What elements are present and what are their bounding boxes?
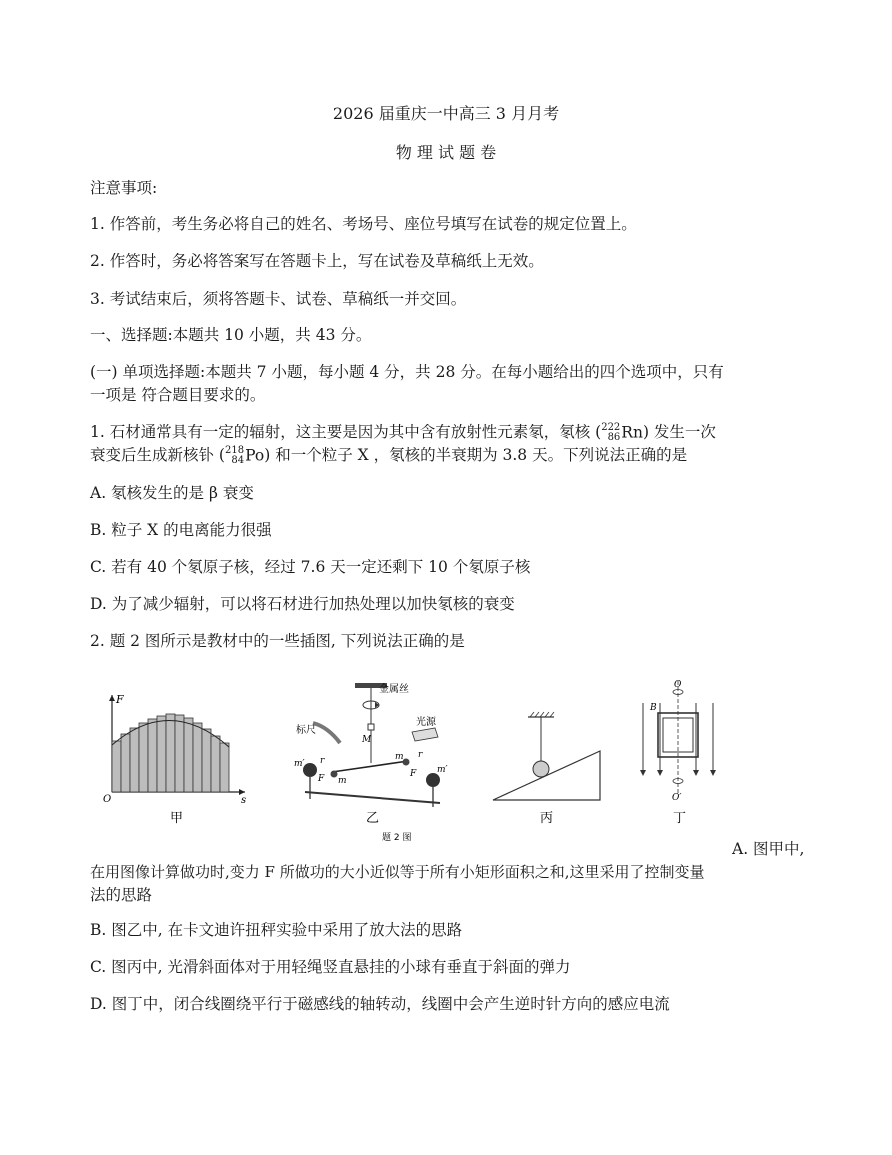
yi-force-left: F — [318, 774, 325, 784]
yi-mass-big-left: m′ — [294, 759, 305, 769]
jia-y-axis-label: F — [116, 693, 124, 706]
q2-option-d: D. 图丁中，闭合线圈绕平行于磁感线的轴转动，线圈中会产生逆时针方向的感应电流 — [90, 995, 670, 1013]
section-sub-line-2: 一项是 符合题目要求的。 — [90, 386, 266, 404]
yi-ruler-label: 标尺 — [296, 725, 316, 736]
q1-stem-line-2: 衰变后生成新核钋 ( 218 84 Po) 和一个粒子 X ，氡核的半衰期为 3.8 天。下列说法正确的是 — [90, 445, 688, 466]
panel-bing — [493, 712, 600, 826]
jia-origin-label: O — [103, 794, 112, 805]
q2-option-a-start: A. 图甲中, — [732, 840, 805, 858]
section-sub-line-1: (一) 单项选择题:本题共 7 小题，每小题 4 分，共 28 分。在每小题给出的四个选项中，只有 — [90, 363, 724, 381]
q2-figure — [100, 675, 720, 850]
q2-option-a-line-2: 在用图像计算做功时,变力 F 所做功的大小近似等于所有小矩形面积之和,这里采用了控制变量 — [90, 863, 705, 881]
q1-option-b: B. 粒子 X 的电离能力很强 — [90, 521, 272, 539]
ding-axis-bottom: O′ — [672, 793, 682, 803]
q1-option-d: D. 为了减少辐射，可以将石材进行加热处理以加快氡核的衰变 — [90, 595, 515, 613]
yi-light-label: 光源 — [416, 717, 436, 728]
notice-heading: 注意事项: — [90, 179, 158, 197]
panel-label-yi: 乙 — [366, 811, 380, 826]
exam-subtitle: 物 理 试 题 卷 — [395, 143, 497, 162]
q1-option-a: A. 氡核发生的是 β 衰变 — [90, 484, 254, 502]
yi-distance-right: r — [418, 750, 423, 760]
yi-force-right: F — [410, 769, 417, 779]
figure-caption: 题 2 图 — [382, 833, 412, 843]
q1-option-c: C. 若有 40 个氡原子核，经过 7.6 天一定还剩下 10 个氡原子核 — [90, 558, 531, 576]
ding-field-label: B — [650, 703, 657, 713]
yi-mass-small-left: m — [338, 776, 347, 786]
section-heading: 一、选择题:本题共 10 小题，共 43 分。 — [90, 326, 372, 344]
jia-x-axis-label: s — [241, 795, 247, 806]
yi-mass-big-right: m′ — [437, 765, 448, 775]
yi-wire-label: 金属丝 — [379, 684, 409, 695]
panel-label-ding: 丁 — [673, 811, 687, 826]
notice-item-2: 2. 作答时，务必将答案写在答题卡上，写在试卷及草稿纸上无效。 — [90, 252, 544, 270]
panel-ding — [640, 680, 716, 826]
exam-title: 2026 届重庆一中高三 3 月月考 — [332, 104, 560, 123]
panel-label-jia: 甲 — [170, 811, 184, 826]
panel-label-bing: 丙 — [540, 811, 554, 826]
yi-mirror-label: M — [362, 735, 372, 745]
panel-jia — [103, 693, 246, 826]
q2-option-b: B. 图乙中, 在卡文迪许扭秤实验中采用了放大法的思路 — [90, 921, 463, 939]
ding-axis-top: O — [674, 680, 682, 690]
q1-stem-line-1: 1. 石材通常具有一定的辐射，这主要是因为其中含有放射性元素氡，氡核 ( 222 86 Rn) 发生一次 — [90, 422, 716, 443]
notice-item-1: 1. 作答前，考生务必将自己的姓名、考场号、座位号填写在试卷的规定位置上。 — [90, 215, 637, 233]
q2-option-c: C. 图丙中, 光滑斜面体对于用轻绳竖直悬挂的小球有垂直于斜面的弹力 — [90, 958, 571, 976]
radon-nuclide: 222 86 Rn — [601, 422, 643, 443]
q2-figure-svg — [100, 675, 720, 850]
yi-distance-left: r — [320, 756, 325, 766]
yi-mass-small-right: m — [395, 752, 404, 762]
polonium-nuclide: 218 84 Po — [224, 445, 265, 466]
q2-stem: 2. 题 2 图所示是教材中的一些插图, 下列说法正确的是 — [90, 632, 465, 650]
panel-yi — [294, 682, 448, 843]
q2-option-a-line-3: 法的思路 — [90, 886, 153, 904]
notice-item-3: 3. 考试结束后，须将答题卡、试卷、草稿纸一并交回。 — [90, 290, 467, 308]
